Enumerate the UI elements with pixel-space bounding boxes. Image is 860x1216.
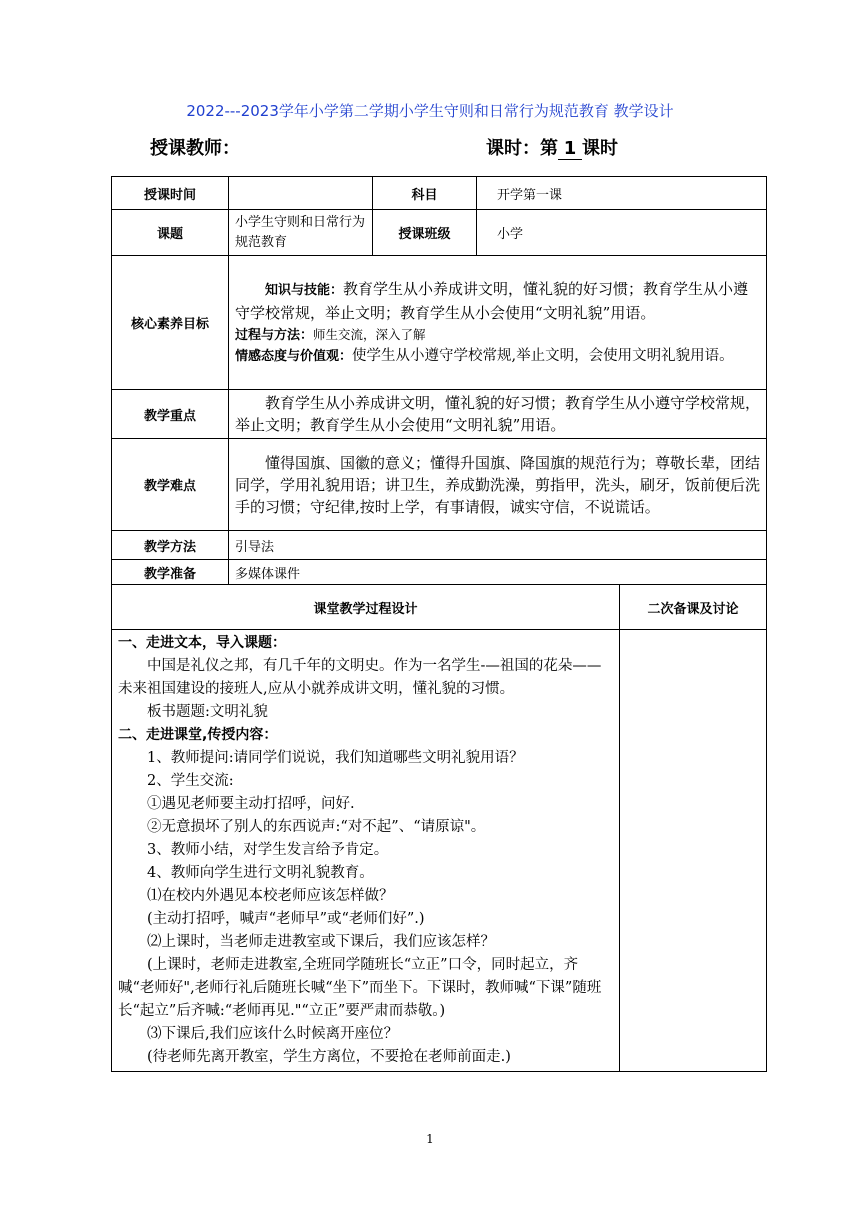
knowledge-goal	[235, 278, 760, 324]
focus-text: 教育学生从小养成讲文明，懂礼貌的好习惯；教育学生从小遵守学校常规，举止文明；教育学生从小会使用“文明礼貌”用语。	[235, 394, 761, 434]
difficulty-cell	[229, 439, 767, 531]
process-line: 中国是礼仪之邦，有几千年的文明史。作为一名学生-—祖国的花朵——未来祖国建设的接班人,应从小就养成讲文明，懂礼貌的习惯。	[118, 658, 602, 697]
difficulty-text: 懂得国旗、国徽的意义；懂得升国旗、降国旗的规范行为；尊敬长辈，团结同学，学用礼貌用语；讲卫生，养成勤洗澡，剪指甲，洗头，刷牙，饭前便后洗手的习惯；守纪律,按时上学，有事请假，诚实守信，不说谎话。	[235, 453, 761, 516]
process-header: 课堂教学过程设计	[112, 585, 620, 630]
topic-value: 小学生守则和日常行为规范教育	[229, 210, 373, 256]
emotion-goal	[235, 346, 760, 367]
page-number: 1	[426, 1132, 434, 1146]
subject-value: 开学第一课	[477, 177, 767, 210]
process-line: 二、走进课堂,传授内容：	[118, 727, 278, 743]
process-line: ①遇见老师要主动打招呼，问好.	[147, 796, 355, 812]
document-title: 2022---2023学年小学第二学期小学生守则和日常行为规范教育 教学设计	[186, 102, 674, 120]
table-row	[112, 531, 767, 560]
lesson-plan-table	[111, 176, 767, 1072]
process-goal	[235, 324, 760, 346]
table-row	[112, 439, 767, 531]
table-row	[112, 256, 767, 390]
process-line: 4、教师向学生进行文明礼貌教育。	[147, 865, 374, 881]
knowledge-text: 教育学生从小养成讲文明，懂礼貌的好习惯；教育学生从小遵守学校常规，举止文明；教育学生从小会使用“文明礼貌”用语。	[235, 280, 749, 322]
period-suffix: 课时	[582, 138, 618, 159]
table-row	[112, 390, 767, 439]
difficulty-label: 教学难点	[112, 439, 229, 531]
teacher-label: 授课教师：	[150, 138, 240, 159]
class-value: 小学	[477, 210, 767, 256]
table-row	[112, 177, 767, 210]
method-value: 引导法	[229, 531, 767, 560]
meta-line	[150, 134, 710, 160]
process-line: ②无意损坏了别人的东西说声:“对不起”、“请原谅"。	[147, 819, 486, 835]
process-line: 一、走进文本，导入课题：	[118, 635, 286, 651]
process-content	[112, 630, 620, 1072]
period-prefix: 课时：第	[486, 138, 558, 159]
knowledge-label: 知识与技能：	[265, 283, 344, 298]
topic-label: 课题	[112, 210, 229, 256]
period-number: 1	[558, 139, 582, 160]
table-row	[112, 560, 767, 585]
emotion-text: 使学生从小遵守学校常规,举止文明，会使用文明礼貌用语。	[352, 348, 734, 364]
class-label: 授课班级	[373, 210, 477, 256]
goals-cell	[229, 256, 767, 390]
process-line: (待老师先离开教室，学生方离位，不要抢在老师前面走.)	[147, 1049, 511, 1065]
process-line: (主动打招呼，喊声“老师早”或“老师们好”.)	[147, 911, 425, 927]
time-label: 授课时间	[112, 177, 229, 210]
focus-label: 教学重点	[112, 390, 229, 439]
period-info	[486, 134, 618, 160]
emotion-label: 情感态度与价值观：	[235, 349, 353, 364]
process-line: 2、学生交流:	[147, 773, 234, 789]
focus-cell	[229, 390, 767, 439]
process-goal-text: 师生交流，深入了解	[313, 327, 426, 342]
table-row	[112, 210, 767, 256]
table-row	[112, 630, 767, 1072]
review-content	[620, 630, 767, 1072]
process-line: (上课时，老师走进教室,全班同学随班长“立正”口令，同时起立，齐喊“老师好",老师行礼后随班长喊“坐下”而坐下。下课时，教师喊“下课”随班长“起立”后齐喊:“老师再见."“立正”要严肃而恭敬。)	[118, 957, 602, 1019]
process-line: 3、教师小结，对学生发言给予肯定。	[147, 842, 389, 858]
prep-label: 教学准备	[112, 560, 229, 585]
method-label: 教学方法	[112, 531, 229, 560]
prep-value: 多媒体课件	[229, 560, 767, 585]
process-line: ⑴在校内外遇见本校老师应该怎样做？	[147, 888, 394, 904]
goals-label: 核心素养目标	[112, 256, 229, 390]
process-line: 1、教师提问:请同学们说说，我们知道哪些文明礼貌用语？	[147, 750, 524, 766]
time-value	[229, 177, 373, 210]
table-row	[112, 585, 767, 630]
review-header: 二次备课及讨论	[620, 585, 767, 630]
process-goal-label: 过程与方法：	[235, 328, 314, 343]
process-line: 板书题题:文明礼貌	[147, 704, 268, 720]
process-line: ⑵上课时，当老师走进教室或下课后，我们应该怎样？	[147, 934, 495, 950]
subject-label: 科目	[373, 177, 477, 210]
process-line: ⑶下课后,我们应该什么时候离开座位？	[147, 1026, 399, 1042]
